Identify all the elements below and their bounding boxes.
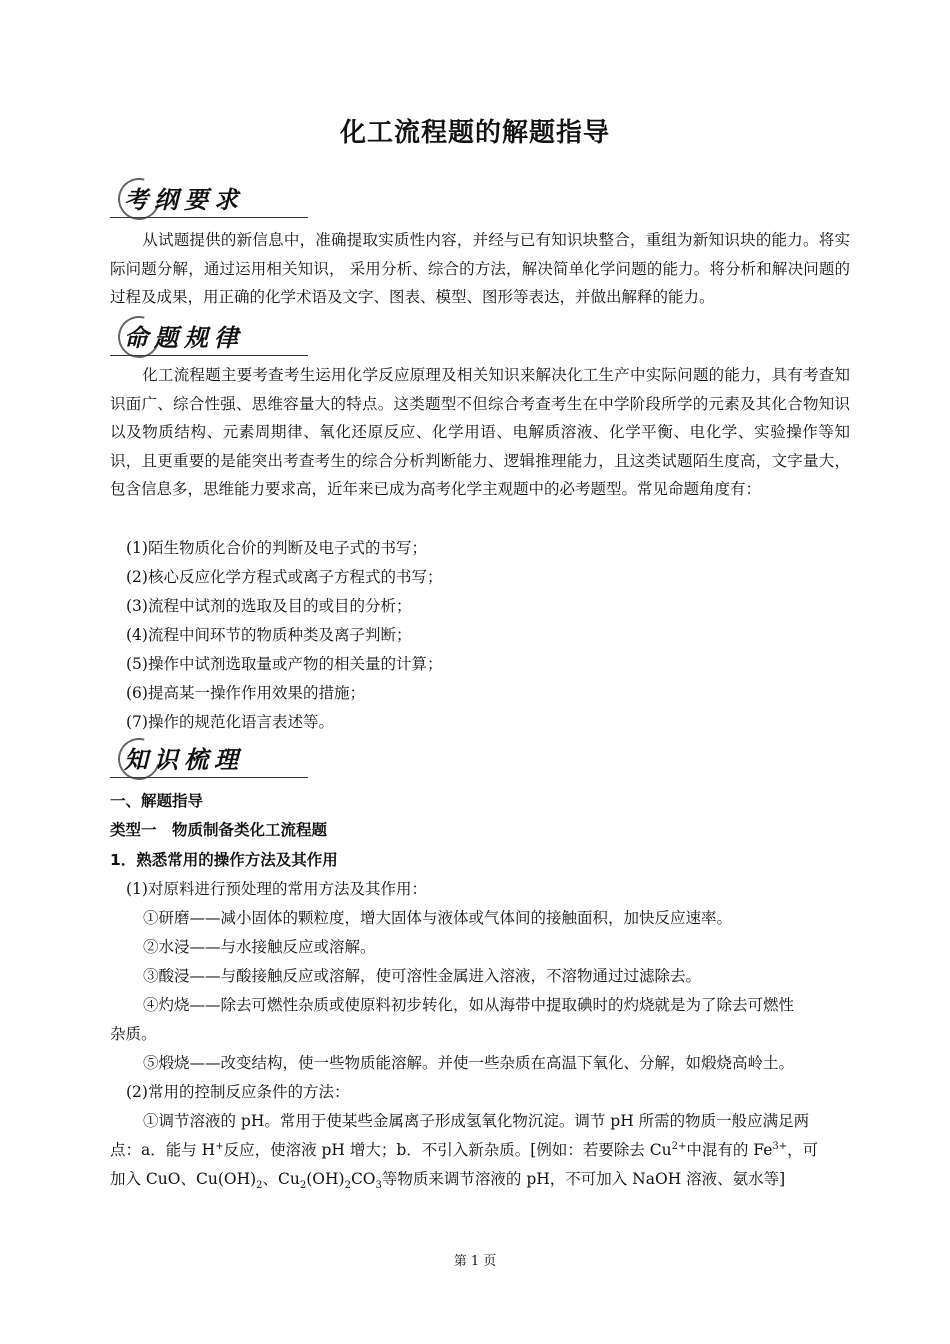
mingti-paragraph: 化工流程题主要考查考生运用化学反应原理及相关知识来解决化工生产中实际问题的能力，具有考查知识面广、综合性强、思维容量大的特点。这类题型不但综合考查考生在中学阶段所学的元素及其化合物知识以及物质结构、元素周期律、氧化还原反应、化学用语、电解质溶液、化学平衡、电化学、实验操作等知识，且更重要的是能突出考查考生的综合分析判断能力、逻辑推理能力，且这类试题陌生度高，文字量大，包含信息多，思维能力要求高，近年来已成为高考化学主观题中的必考题型。常见命题角度有： [110,366,850,498]
method-item-continued: 杂质。 [110,1025,157,1043]
list-item: (5)操作中试剂选取量或产物的相关量的计算； [126,655,443,673]
topic-heading: 1．熟悉常用的操作方法及其作用 [110,851,338,869]
banner-rule [110,777,308,778]
control-item-continued: 加入 CuO、$Cu(OH)_2$、$Cu_2(OH)_2CO_3$等物质来调节溶液的 pH，不可加入 NaOH 溶液、氨水等] [110,1170,786,1192]
list-item: (3)流程中试剂的选取及目的或目的分析； [126,597,412,615]
banner-zhishi [108,736,308,780]
list-item: (1)陌生物质化合价的判断及电子式的书写； [126,539,427,557]
list-item: (2)核心反应化学方程式或离子方程式的书写； [126,568,443,586]
banner-rule [110,355,308,356]
method-item: ③酸浸——与酸接触反应或溶解，使可溶性金属进入溶液，不溶物通过过滤除去。 [143,967,702,985]
control-item-continued: 点：a．能与 H+反应，使溶液 pH 增大；b．不引入新杂质。[例如：若要除去 $Cu^{2+}$中混有的 $Fe^{3+}$，可 [110,1140,819,1159]
banner-kaogang [108,176,308,220]
banner-label: 命题规律 [124,323,244,352]
list-item: (7)操作的规范化语言表述等。 [126,713,334,731]
banner-mingti [108,314,308,358]
banner-label: 考纲要求 [124,185,244,214]
banner-rule [110,217,308,218]
page-title: 化工流程题的解题指导 [339,118,610,148]
page-number: 第 1 页 [453,1254,497,1269]
control-item: ①调节溶液的 pH。常用于使某些金属离子形成氢氧化物沉淀。调节 pH 所需的物质一般应满足两 [143,1112,810,1130]
control-heading: (2)常用的控制反应条件的方法： [126,1083,350,1101]
method-item: ④灼烧——除去可燃性杂质或使原料初步转化，如从海带中提取碘时的灼烧就是为了除去可燃性 [143,996,795,1014]
method-item: ⑤煅烧——改变结构，使一些物质能溶解。并使一些杂质在高温下氧化、分解，如煅烧高岭土。 [143,1054,795,1072]
method-item: ②水浸——与水接触反应或溶解。 [143,938,376,956]
list-item: (6)提高某一操作作用效果的措施； [126,684,365,702]
list-item: (4)流程中间环节的物质种类及离子判断； [126,626,412,644]
banner-label: 知识梳理 [124,745,244,774]
subsection-heading: 类型一 物质制备类化工流程题 [110,821,328,839]
kaogang-paragraph: 从试题提供的新信息中，准确提取实质性内容，并经与已有知识块整合，重组为新知识块的能力。将实际问题分解，通过运用相关知识， 采用分析、综合的方法，解决简单化学问题的能力。将分析和解决问题的过程及成果，用正确的化学术语及文字、图表、模型、图形等表达，并做出解释的能力。 [110,231,850,306]
method-heading: (1)对原料进行预处理的常用方法及其作用： [126,880,427,898]
method-item: ①研磨——减小固体的颗粒度，增大固体与液体或气体间的接触面积，加快反应速率。 [143,909,733,927]
section-heading: 一、解题指导 [110,792,204,810]
